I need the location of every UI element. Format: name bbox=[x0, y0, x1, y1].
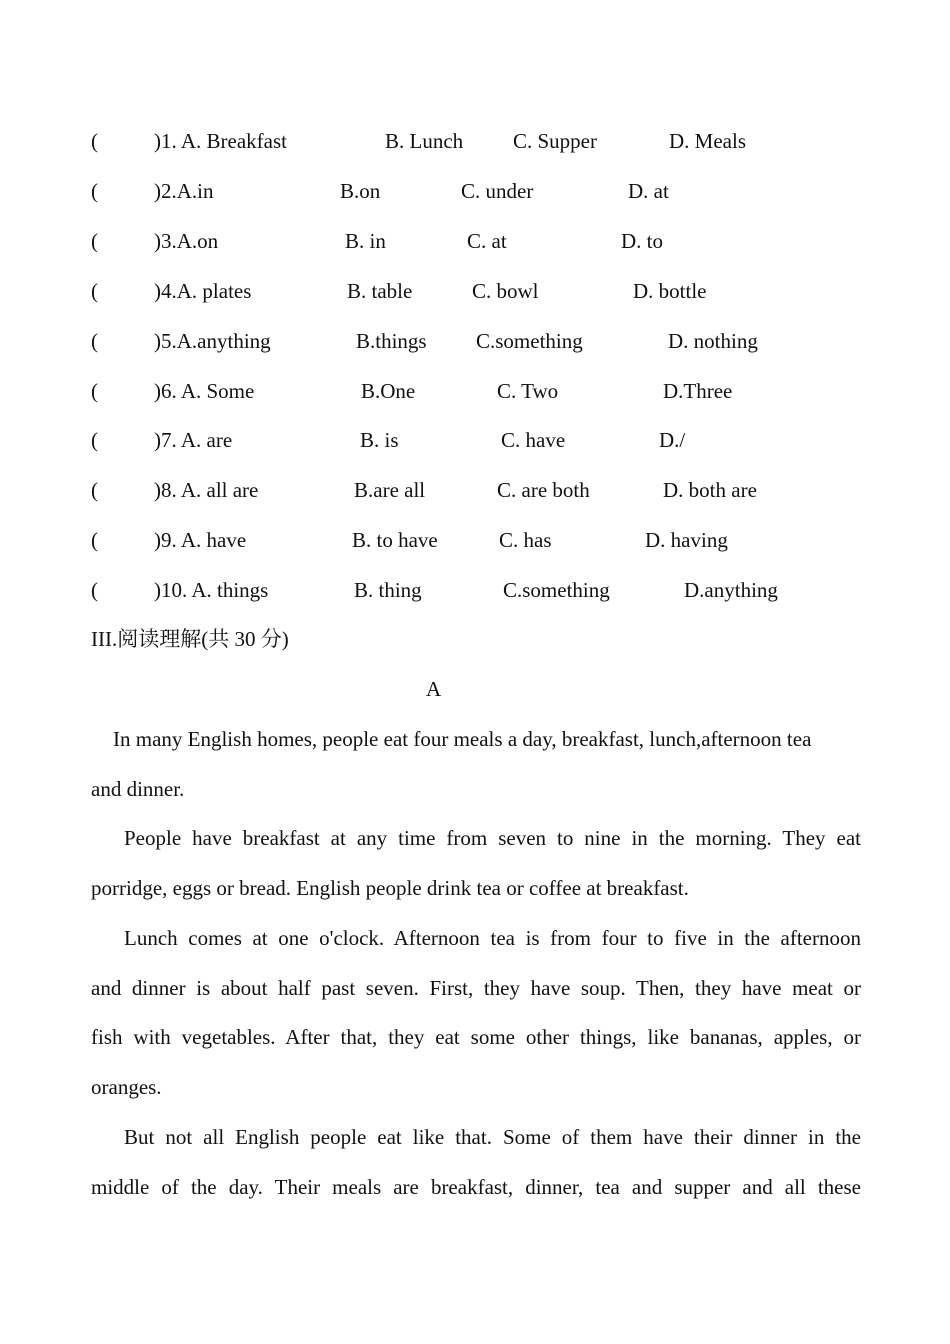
option-b: B. Lunch bbox=[385, 129, 464, 153]
option-c: C. bowl bbox=[472, 279, 539, 303]
option-a: )3.A.on bbox=[154, 229, 219, 253]
option-b: B.on bbox=[340, 179, 381, 203]
option-d: D. to bbox=[621, 229, 663, 253]
option-c: C. have bbox=[501, 428, 566, 452]
answer-blank: ( bbox=[91, 578, 98, 602]
option-c: C. Supper bbox=[513, 129, 597, 153]
option-d: D.Three bbox=[663, 379, 733, 403]
passage-paragraph-2-line-2: porridge, eggs or bread. English people drink tea or coffee at breakfast. bbox=[91, 876, 689, 900]
question-row-10 bbox=[0, 575, 950, 605]
option-a: )7. A. are bbox=[154, 428, 233, 452]
option-d: D./ bbox=[659, 428, 686, 452]
passage-paragraph-2-line-1: People have breakfast at any time from seven to nine in the morning. They eat bbox=[124, 826, 861, 850]
option-d: D. having bbox=[645, 528, 728, 552]
passage-paragraph-3-line-3: fish with vegetables. After that, they eat some other things, like bananas, apples, or bbox=[91, 1025, 861, 1049]
passage-paragraph-4-line-1: But not all English people eat like that. Some of them have their dinner in the bbox=[124, 1125, 861, 1149]
question-row-5 bbox=[0, 326, 950, 356]
option-d: D. nothing bbox=[668, 329, 758, 353]
question-row-3 bbox=[0, 226, 950, 256]
option-b: B. table bbox=[347, 279, 413, 303]
option-c: C.something bbox=[476, 329, 583, 353]
passage-paragraph-3-line-2: and dinner is about half past seven. First, they have soup. Then, they have meat or bbox=[91, 976, 861, 1000]
passage-paragraph-4-line-2: middle of the day. Their meals are breakfast, dinner, tea and supper and all these bbox=[91, 1175, 861, 1199]
option-d: D.anything bbox=[684, 578, 778, 602]
option-d: D. bottle bbox=[633, 279, 707, 303]
passage-paragraph-1-line-2: and dinner. bbox=[91, 777, 185, 801]
option-b: B. to have bbox=[352, 528, 438, 552]
option-b: B. in bbox=[345, 229, 386, 253]
question-row-6 bbox=[0, 376, 950, 406]
option-a: )5.A.anything bbox=[154, 329, 271, 353]
option-c: C. Two bbox=[497, 379, 559, 403]
passage-paragraph-1-line-1: In many English homes, people eat four meals a day, breakfast, lunch,afternoon tea bbox=[113, 727, 812, 751]
question-row-9 bbox=[0, 525, 950, 555]
answer-blank: ( bbox=[91, 428, 98, 452]
answer-blank: ( bbox=[91, 329, 98, 353]
option-a: )1. A. Breakfast bbox=[154, 129, 287, 153]
option-c: C. has bbox=[499, 528, 552, 552]
answer-blank: ( bbox=[91, 179, 98, 203]
option-c: C. under bbox=[461, 179, 534, 203]
option-b: B. is bbox=[360, 428, 399, 452]
option-a: )2.A.in bbox=[154, 179, 214, 203]
option-d: D. both are bbox=[663, 478, 757, 502]
section-heading: III.阅读理解(共 30 分) bbox=[91, 627, 289, 651]
option-d: D. at bbox=[628, 179, 669, 203]
option-c: C.something bbox=[503, 578, 610, 602]
answer-blank: ( bbox=[91, 528, 98, 552]
option-d: D. Meals bbox=[669, 129, 746, 153]
option-a: )6. A. Some bbox=[154, 379, 255, 403]
question-row-1 bbox=[0, 126, 950, 156]
answer-blank: ( bbox=[91, 279, 98, 303]
option-a: )9. A. have bbox=[154, 528, 247, 552]
option-b: B. thing bbox=[354, 578, 422, 602]
option-a: )4.A. plates bbox=[154, 279, 252, 303]
option-c: C. at bbox=[467, 229, 507, 253]
option-b: B.One bbox=[361, 379, 416, 403]
question-row-4 bbox=[0, 276, 950, 306]
option-b: B.things bbox=[356, 329, 427, 353]
option-a: )10. A. things bbox=[154, 578, 269, 602]
answer-blank: ( bbox=[91, 478, 98, 502]
answer-blank: ( bbox=[91, 129, 98, 153]
option-b: B.are all bbox=[354, 478, 426, 502]
passage-paragraph-3-line-4: oranges. bbox=[91, 1075, 162, 1099]
passage-paragraph-3-line-1: Lunch comes at one o'clock. Afternoon tea is from four to five in the afternoon bbox=[124, 926, 861, 950]
passage-label: A bbox=[426, 677, 442, 701]
question-row-8 bbox=[0, 475, 950, 505]
option-a: )8. A. all are bbox=[154, 478, 259, 502]
answer-blank: ( bbox=[91, 229, 98, 253]
question-row-7 bbox=[0, 425, 950, 455]
question-row-2 bbox=[0, 176, 950, 206]
answer-blank: ( bbox=[91, 379, 98, 403]
option-c: C. are both bbox=[497, 478, 590, 502]
